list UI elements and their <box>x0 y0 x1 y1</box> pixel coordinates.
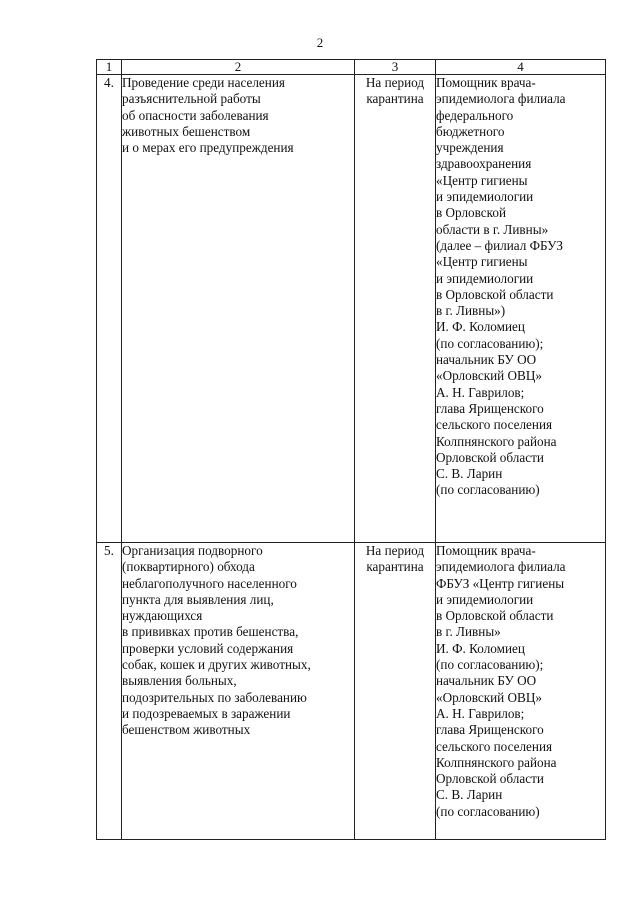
column-header-2: 2 <box>122 60 355 75</box>
text-line: Помощник врача- <box>436 543 536 558</box>
text-line: карантина <box>366 91 424 107</box>
text-line: бешенством животных <box>122 722 251 738</box>
text-line: и эпидемиологии <box>436 591 534 607</box>
text-line: в г. Ливны» <box>436 624 501 640</box>
text-line: в Орловской <box>436 205 507 221</box>
text-line: (далее – филиал ФБУЗ <box>436 237 563 253</box>
text-line: И. Ф. Коломиец <box>436 640 525 656</box>
text-line: в Орловской области <box>436 608 554 624</box>
text-line: и подозреваемых в заражении <box>122 705 291 721</box>
text-line: «Центр гигиены <box>436 254 528 270</box>
text-line: (по согласованию); <box>436 657 544 673</box>
text-line: А. Н. Гаврилов; <box>436 384 525 400</box>
measure-description <box>122 543 355 840</box>
text-line: (по согласованию) <box>436 803 540 819</box>
text-line: эпидемиолога филиала <box>436 559 566 575</box>
text-line: сельского поселения <box>436 738 553 754</box>
text-line: здравоохранения <box>436 156 532 172</box>
text-line: карантина <box>366 559 424 575</box>
text-line: учреждения <box>436 140 504 156</box>
measures-table <box>96 59 606 840</box>
text-line: Орловской области <box>436 449 544 465</box>
text-line: проверки условий содержания <box>122 640 294 656</box>
text-line: федерального <box>436 107 514 123</box>
text-line: бюджетного <box>436 123 505 139</box>
column-header-1: 1 <box>97 60 122 75</box>
text-line: Орловской области <box>436 771 544 787</box>
text-line: в Орловской области <box>436 286 554 302</box>
text-line: ФБУЗ «Центр гигиены <box>436 575 565 591</box>
text-line: подозрительных по заболеванию <box>122 689 307 705</box>
text-line: собак, кошек и других животных, <box>122 657 311 673</box>
text-line: об опасности заболевания <box>122 107 269 123</box>
text-line: сельского поселения <box>436 417 553 433</box>
column-header-3: 3 <box>355 60 436 75</box>
row-number: 4. <box>97 75 122 543</box>
text-line: (по согласованию); <box>436 335 544 351</box>
text-line: Помощник врача- <box>436 75 536 90</box>
table-row <box>97 75 606 543</box>
text-line: и эпидемиологии <box>436 189 534 205</box>
table-row <box>97 543 606 840</box>
text-line: разъяснительной работы <box>122 91 261 107</box>
text-line: (по согласованию) <box>436 482 540 498</box>
responsible-persons <box>436 543 606 840</box>
text-line: «Орловский ОВЦ» <box>436 368 542 384</box>
text-line: начальник БУ ОО <box>436 673 537 689</box>
text-line: эпидемиолога филиала <box>436 91 566 107</box>
text-line: «Центр гигиены <box>436 172 528 188</box>
text-line: Организация подворного <box>122 543 263 558</box>
text-line: области в г. Ливны» <box>436 221 549 237</box>
text-line: в прививках против бешенства, <box>122 624 299 640</box>
text-line: и эпидемиологии <box>436 270 534 286</box>
measure-period <box>355 543 436 840</box>
text-line: неблагополучного населенного <box>122 575 297 591</box>
text-line: животных бешенством <box>122 123 251 139</box>
text-line: Проведение среди населения <box>122 75 285 90</box>
text-line: (поквартирного) обхода <box>122 559 255 575</box>
text-line: С. В. Ларин <box>436 787 503 803</box>
text-line: С. В. Ларин <box>436 466 503 482</box>
text-line: пункта для выявления лиц, <box>122 591 274 607</box>
text-line: в г. Ливны») <box>436 303 506 319</box>
text-line: нуждающихся <box>122 608 203 624</box>
text-line: И. Ф. Коломиец <box>436 319 525 335</box>
text-line: Колпнянского района <box>436 433 557 449</box>
page-number: 2 <box>316 35 324 50</box>
text-line: глава Ярищенского <box>436 400 544 416</box>
text-line: «Орловский ОВЦ» <box>436 689 542 705</box>
text-line: На период <box>365 75 425 90</box>
column-header-4: 4 <box>436 60 606 75</box>
text-line: Колпнянского района <box>436 754 557 770</box>
table-header-row <box>97 60 606 75</box>
text-line: А. Н. Гаврилов; <box>436 705 525 721</box>
text-line: На период <box>365 543 425 558</box>
measure-period <box>355 75 436 543</box>
text-line: глава Ярищенского <box>436 722 544 738</box>
text-line: выявления больных, <box>122 673 237 689</box>
text-line: начальник БУ ОО <box>436 352 537 368</box>
text-line: и о мерах его предупреждения <box>122 140 294 156</box>
responsible-persons <box>436 75 606 543</box>
row-number: 5. <box>97 543 122 840</box>
measure-description <box>122 75 355 543</box>
